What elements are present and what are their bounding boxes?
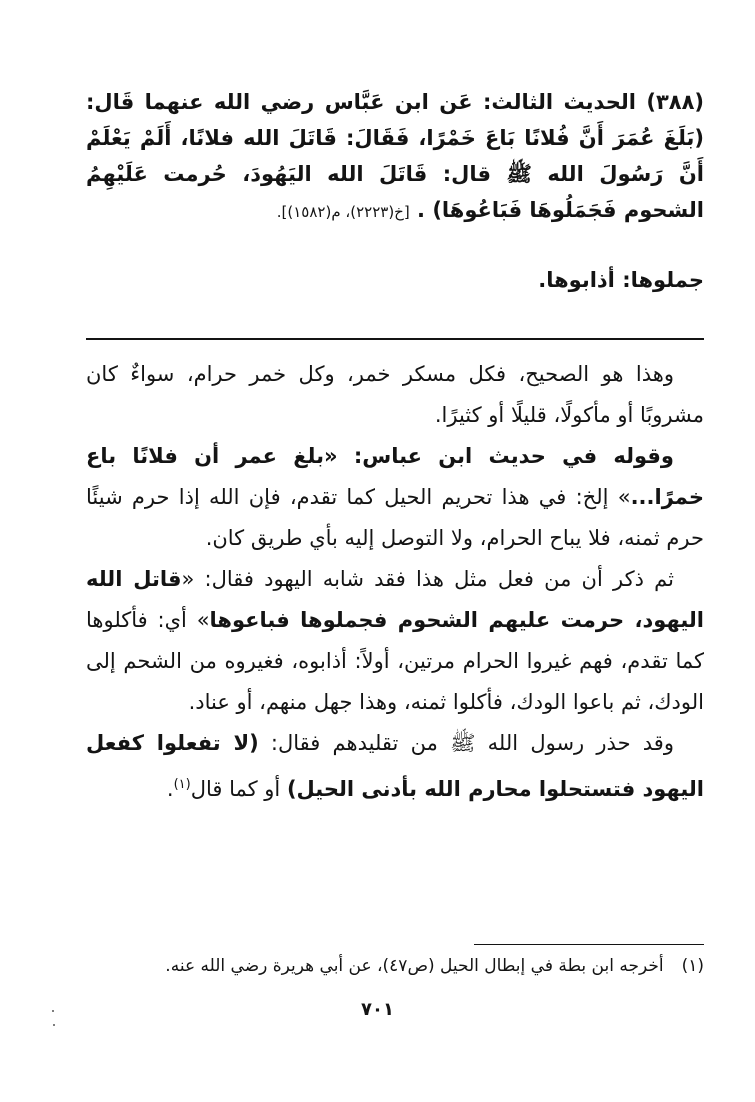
footnote-text: أخرجه ابن بطة في إبطال الحيل (ص٤٧)، عن أبي هريرة رضي الله عنه. <box>165 956 664 976</box>
hadith-text: عَن ابن عَبَّاس رضي الله عنهما قَال: (بَلَغَ عُمَرَ أَنَّ فُلانًا بَاعَ خَمْرًا، فَقَالَ: قَاتَلَ الله فلانًا، أَلَمْ يَعْلَمْ أَنَّ رَسُولَ الله ﷺ قال: قَاتَلَ الله اليَهُودَ، حُرمت عَلَيْهِمُ الشحوم فَجَمَلُوهَا فَبَاعُوهَا) . <box>86 90 704 222</box>
p2-lead: وقوله في حديث ابن عباس: « <box>324 444 674 468</box>
p4-rest: أو كما قال <box>190 777 287 801</box>
footnote-marker[interactable]: (١) <box>173 777 191 792</box>
section-divider <box>86 338 704 340</box>
commentary <box>86 354 704 810</box>
commentary-paragraph-2 <box>86 436 704 559</box>
hadith-number: (٣٨٨) <box>646 90 705 114</box>
footnote-number: (١) <box>681 956 704 976</box>
commentary-paragraph-3 <box>86 559 704 723</box>
p3-quote: قاتل الله اليهود، حرمت عليهم الشحوم فجملوها فباعوها <box>86 567 704 632</box>
p4-lead: وقد حذر رسول الله ﷺ من تقليدهم فقال: <box>258 731 674 755</box>
scan-speck <box>52 1010 54 1012</box>
footnote-1 <box>86 952 704 980</box>
p4-quote: (لا تفعلوا كفعل اليهود فتستحلوا محارم الله بأدنى الحيل) <box>86 731 704 801</box>
p3-rest: » أي: فأكلوها كما تقدم، فهم غيروا الحرام مرتين، أولاً: أذابوه، فغيروه من الشحم إلى الودك، ثم باعوا الودك، فأكلوا ثمنه، وهذا جهل منهم، أو عناد. <box>86 608 704 714</box>
p3-lead: ثم ذكر أن من فعل مثل هذا فقد شابه اليهود فقال: « <box>181 567 674 591</box>
word-gloss: جملوها: أذابوها. <box>538 268 704 292</box>
p4-end: . <box>166 777 174 801</box>
commentary-paragraph-1: وهذا هو الصحيح، فكل مسكر خمر، وكل خمر حرام، سواءٌ كان مشروبًا أو مأكولًا، قليلًا أو كثيرًا. <box>86 362 704 427</box>
hadith-heading: الحديث الثالث: <box>482 90 636 114</box>
hadith-388 <box>86 84 704 230</box>
commentary-paragraph-4 <box>86 723 704 810</box>
p2-rest: » إلخ: في هذا تحريم الحيل كما تقدم، فإن الله إذا حرم شيئًا حرم ثمنه، فلا يباح الحرام، ولا التوصل إليه بأي طريق كان. <box>86 485 704 550</box>
p2-quote: بلغ عمر أن فلانًا باع خمرًا... <box>86 444 704 509</box>
hadith-reference: [خ(٢٢٢٣)، م(١٥٨٢)]. <box>276 203 410 221</box>
page-number: ٧٠١ <box>361 999 394 1020</box>
scan-speck <box>53 1024 55 1026</box>
footnote-divider <box>474 944 704 945</box>
